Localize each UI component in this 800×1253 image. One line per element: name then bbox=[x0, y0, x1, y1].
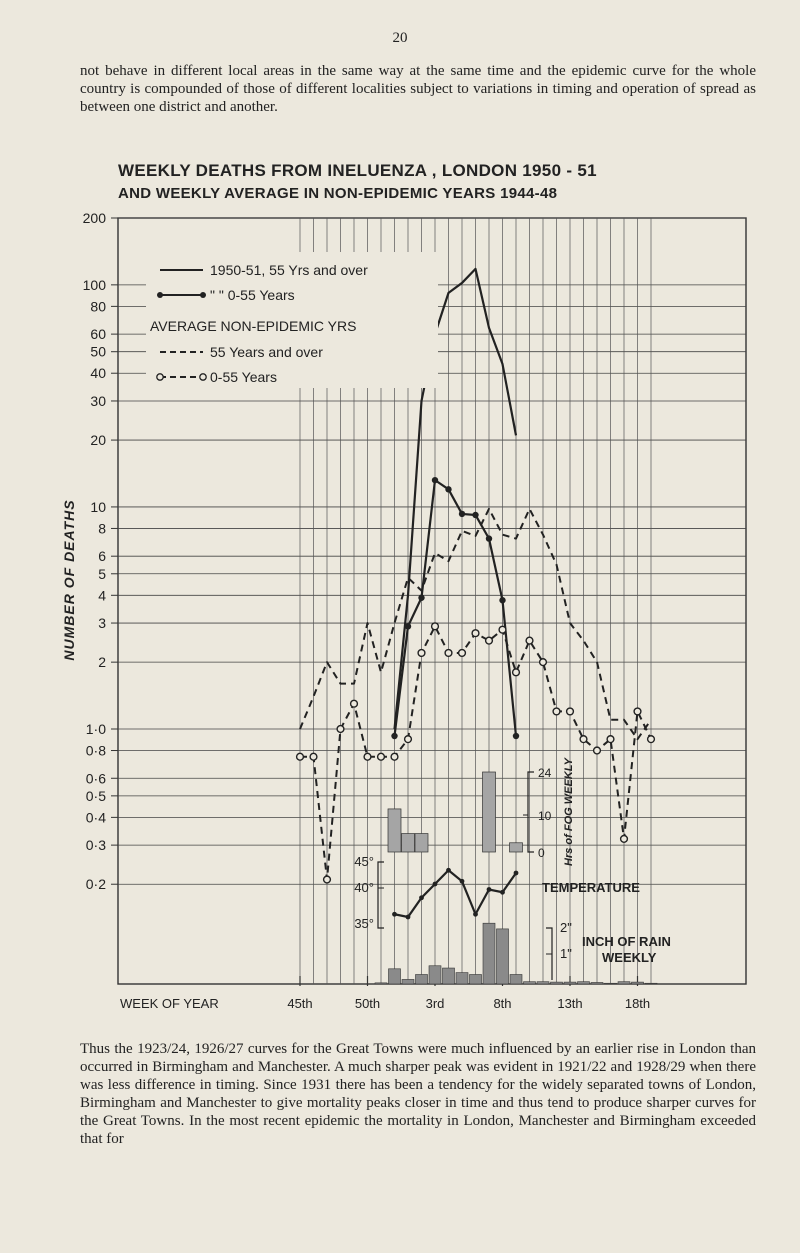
rain-bar bbox=[551, 982, 563, 984]
legend-label: " " 0-55 Years bbox=[210, 287, 295, 303]
chart-title-line2: AND WEEKLY AVERAGE IN NON-EPIDEMIC YEARS 1944-48 bbox=[118, 185, 558, 202]
series-point bbox=[526, 637, 533, 644]
y-tick-label: 0·4 bbox=[85, 809, 106, 826]
series-point bbox=[432, 477, 438, 483]
temp-scale-label: 40° bbox=[354, 880, 374, 895]
y-tick-label: 20 bbox=[90, 432, 106, 449]
rain-bar bbox=[618, 982, 630, 984]
fog-bar bbox=[388, 809, 401, 852]
y-tick-label: 0·5 bbox=[85, 787, 106, 804]
rain-scale-label: 1" bbox=[560, 946, 572, 961]
temperature-point bbox=[433, 882, 438, 887]
series-point bbox=[499, 597, 505, 603]
fog-bar bbox=[402, 834, 415, 852]
series-point bbox=[391, 753, 398, 760]
series-point bbox=[351, 700, 358, 707]
rain-bar bbox=[578, 982, 590, 984]
series-point bbox=[391, 733, 397, 739]
series-point bbox=[540, 659, 547, 666]
rain-bar bbox=[591, 982, 603, 984]
series-point bbox=[594, 747, 601, 754]
rain-bar bbox=[416, 975, 428, 985]
fog-scale-label: 0 bbox=[538, 846, 545, 860]
rain-bar bbox=[564, 982, 576, 984]
y-tick-label: 0·6 bbox=[85, 770, 106, 787]
rain-bar bbox=[470, 975, 482, 985]
y-tick-label: 6 bbox=[98, 548, 106, 565]
series-point bbox=[621, 835, 628, 842]
y-tick-label: 0·8 bbox=[85, 742, 106, 759]
rain-bar bbox=[483, 923, 495, 984]
rain-bar bbox=[510, 975, 522, 985]
temp-scale-label: 45° bbox=[354, 854, 374, 869]
fog-scale-bracket bbox=[528, 772, 534, 852]
paragraph-bottom: Thus the 1923/24, 1926/27 curves for the Great Towns were much influenced by an earlier rise in London than occurred in Birmingham and Manchester. A much sharper peak was evident in 1921/22 and 1928/29 when there was less difference in timing. Since 1931 there has been a tendency for the widely separated towns of London, Birmingham and Manchester to give mortality peaks closer in time and thus tend to produce sharper curves for the Great Towns. In the most recent epidemic the mortality in London, Manchester and Birmingham exceeded that for bbox=[80, 1041, 756, 1147]
x-tick-label: 50th bbox=[354, 996, 381, 1011]
series-point bbox=[297, 753, 304, 760]
rain-bar bbox=[456, 973, 468, 984]
series-point bbox=[405, 623, 411, 629]
temperature-point bbox=[514, 871, 519, 876]
series-point bbox=[607, 736, 614, 743]
fog-bar bbox=[483, 772, 496, 852]
rain-label-line2: WEEKLY bbox=[602, 950, 657, 965]
influenza-chart bbox=[0, 200, 800, 1030]
legend-marker bbox=[157, 292, 163, 298]
fog-bar bbox=[510, 843, 523, 852]
y-tick-label: 8 bbox=[98, 520, 106, 537]
legend-heading: AVERAGE NON-EPIDEMIC YRS bbox=[150, 318, 357, 334]
y-tick-label: 4 bbox=[98, 587, 106, 604]
series-point bbox=[513, 733, 519, 739]
x-axis-label: WEEK OF YEAR bbox=[120, 996, 219, 1011]
rain-bar bbox=[402, 979, 414, 984]
x-tick-label: 45th bbox=[287, 996, 313, 1011]
series-point bbox=[405, 736, 412, 743]
fog-scale-label: 10 bbox=[538, 809, 552, 823]
y-tick-label: 30 bbox=[90, 392, 106, 409]
series-point bbox=[324, 876, 331, 883]
chart-title-line1: WEEKLY DEATHS FROM INELUENZA , LONDON 1950 - 51 bbox=[118, 161, 597, 180]
series-point bbox=[486, 637, 493, 644]
series-point bbox=[648, 736, 655, 743]
temperature-point bbox=[460, 879, 465, 884]
x-tick-label: 13th bbox=[557, 996, 583, 1011]
legend-label: 1950-51, 55 Yrs and over bbox=[210, 262, 368, 278]
series-point bbox=[472, 630, 479, 637]
y-tick-label: 0·2 bbox=[85, 876, 106, 893]
rain-bar bbox=[645, 983, 657, 984]
x-tick-label: 8th bbox=[493, 996, 512, 1011]
series-point bbox=[378, 753, 385, 760]
series-point bbox=[364, 753, 371, 760]
paragraph-top: not behave in different local areas in the same way at the same time and the epidemic curve for the whole country is compounded of those of different localities subject to variations in timing and operation of spread as between one district and another. bbox=[80, 63, 756, 115]
legend-marker bbox=[200, 292, 206, 298]
rain-bar bbox=[389, 969, 401, 984]
rain-label-line1: INCH OF RAIN bbox=[582, 934, 671, 949]
rain-bar bbox=[537, 982, 549, 984]
y-tick-label: 40 bbox=[90, 365, 106, 382]
y-tick-label: 100 bbox=[82, 276, 106, 293]
temperature-point bbox=[473, 912, 478, 917]
y-tick-label: 5 bbox=[98, 565, 106, 582]
legend-marker bbox=[157, 374, 163, 380]
y-tick-label: 200 bbox=[82, 210, 106, 226]
series-point bbox=[472, 512, 478, 518]
y-tick-label: 10 bbox=[90, 498, 106, 515]
temperature-point bbox=[406, 915, 411, 920]
fog-scale-label: 24 bbox=[538, 766, 552, 780]
page-number: 20 bbox=[392, 30, 408, 46]
series-point bbox=[418, 650, 425, 657]
temperature-point bbox=[392, 912, 397, 917]
temp-scale-label: 35° bbox=[354, 916, 374, 931]
rain-bar bbox=[632, 982, 644, 984]
y-tick-label: 0·3 bbox=[85, 837, 106, 854]
y-tick-label: 2 bbox=[98, 654, 106, 671]
y-tick-label: 1·0 bbox=[85, 721, 106, 737]
series-point bbox=[310, 753, 317, 760]
series-point bbox=[580, 736, 587, 743]
temperature-label: TEMPERATURE bbox=[542, 880, 640, 895]
temperature-point bbox=[500, 890, 505, 895]
x-tick-label: 3rd bbox=[425, 996, 445, 1011]
y-axis-label: NUMBER OF DEATHS bbox=[61, 499, 77, 661]
series-point bbox=[337, 726, 344, 733]
series-point bbox=[432, 623, 439, 630]
rain-bar bbox=[524, 982, 536, 984]
chart-legend bbox=[146, 252, 438, 388]
fog-bar bbox=[415, 834, 428, 852]
series-point bbox=[553, 708, 560, 715]
series-point bbox=[459, 650, 466, 657]
series-point bbox=[513, 669, 520, 676]
series-point bbox=[445, 486, 451, 492]
fog-label: Hrs of FOG WEEKLY bbox=[563, 758, 575, 866]
rain-bar bbox=[497, 929, 509, 984]
series-point bbox=[567, 708, 574, 715]
series-point bbox=[445, 650, 452, 657]
y-tick-label: 60 bbox=[90, 326, 106, 343]
rain-bar bbox=[443, 968, 455, 984]
y-tick-label: 80 bbox=[90, 298, 106, 315]
legend-label: 55 Years and over bbox=[210, 344, 323, 360]
rain-bar bbox=[375, 983, 387, 984]
series-point bbox=[499, 626, 506, 633]
rain-bar bbox=[605, 983, 617, 984]
series-point bbox=[634, 708, 641, 715]
temperature-point bbox=[487, 887, 492, 892]
x-tick-label: 18th bbox=[624, 996, 651, 1011]
legend-label: 0-55 Years bbox=[210, 369, 277, 385]
rain-scale-label: 2" bbox=[560, 920, 572, 935]
y-tick-label: 50 bbox=[90, 343, 106, 360]
y-tick-label: 3 bbox=[98, 615, 106, 632]
legend-marker bbox=[200, 374, 206, 380]
series-point bbox=[486, 535, 492, 541]
temperature-point bbox=[419, 895, 424, 900]
temperature-point bbox=[446, 868, 451, 873]
series-point bbox=[459, 511, 465, 517]
rain-bar bbox=[429, 966, 441, 984]
series-point bbox=[418, 595, 424, 601]
temperature-line bbox=[395, 870, 517, 917]
